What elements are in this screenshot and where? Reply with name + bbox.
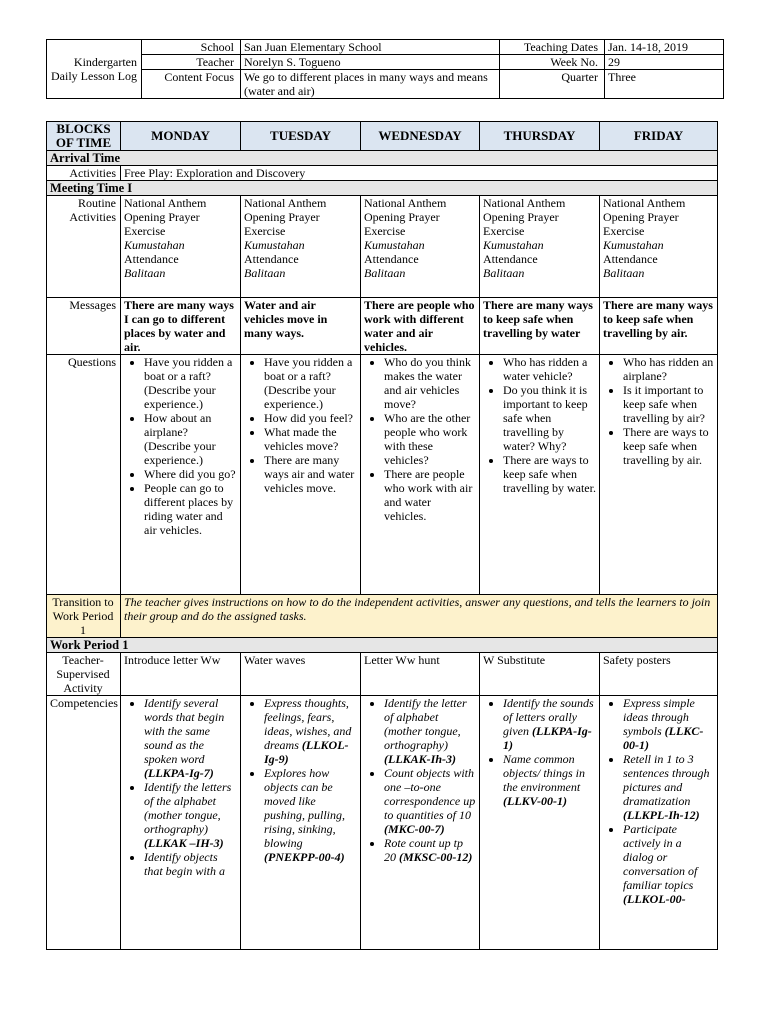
competencies-list xyxy=(124,696,237,878)
teacher-activity-monday: Introduce letter Ww xyxy=(121,653,241,696)
routine-item: Kumustahan xyxy=(483,238,544,252)
routine-item: Attendance xyxy=(483,252,538,266)
competency-item: • Identify the letter of alphabet (mother tongue, orthography) (LLKAK-Ih-3) xyxy=(384,696,476,766)
question-item: • There are many ways air and water vehicles move. xyxy=(264,453,357,495)
questions-list xyxy=(124,355,237,537)
question-item: • How about an airplane? (Describe your experience.) xyxy=(144,411,237,467)
routine-item: Balitaan xyxy=(124,266,166,280)
competency-item: • Count objects with one –to-one correspondence up to quantities of 10 (MKC-00-7) xyxy=(384,766,476,836)
question-item: • Who has ridden a water vehicle? xyxy=(503,355,596,383)
lesson-table xyxy=(46,121,718,950)
focus-label: Content Focus xyxy=(142,70,241,99)
activities-label: Activities xyxy=(47,166,121,181)
question-item: • What made the vehicles move? xyxy=(264,425,357,453)
routine-item: National Anthem xyxy=(244,196,327,210)
day-header-thursday: THURSDAY xyxy=(480,122,600,151)
teacher-activity-label: Teacher-Supervised Activity xyxy=(47,653,121,696)
routine-item: National Anthem xyxy=(603,196,686,210)
routine-cell-thursday xyxy=(480,196,600,298)
transition-text: The teacher gives instructions on how to do the independent activities, answer any questions, and tells the learners to join their group and do the assigned tasks. xyxy=(121,595,718,638)
teacher-activity-friday: Safety posters xyxy=(600,653,718,696)
competency-item: • Identify the letters of the alphabet (mother tongue, orthography) (LLKAK –IH-3) xyxy=(144,780,237,850)
message-thursday: There are many ways to keep safe when travelling by water xyxy=(480,298,600,355)
focus-value: We go to different places in many ways and means (water and air) xyxy=(241,70,500,99)
competency-item: • Rote count up tp 20 (MKSC-00-12) xyxy=(384,836,476,864)
activities-value: Free Play: Exploration and Discovery xyxy=(121,166,718,181)
routine-item: National Anthem xyxy=(483,196,566,210)
question-item: • Where did you go? xyxy=(144,467,237,481)
competencies-list xyxy=(603,696,714,906)
question-item: • Have you ridden a boat or a raft? (Describe your experience.) xyxy=(264,355,357,411)
competencies-cell-monday xyxy=(121,696,241,950)
routine-item: Balitaan xyxy=(603,266,645,280)
competency-item: • Name common objects/ things in the environment (LLKV-00-1) xyxy=(503,752,596,808)
teacher-activity-tuesday: Water waves xyxy=(241,653,361,696)
routine-item: Kumustahan xyxy=(364,238,425,252)
day-header-friday: FRIDAY xyxy=(600,122,718,151)
competency-item: • Express simple ideas through symbols (LLKC-00-1) xyxy=(623,696,714,752)
routine-item: National Anthem xyxy=(364,196,447,210)
section-arrival-time: Arrival Time xyxy=(47,151,718,166)
routine-item: Exercise xyxy=(483,224,525,238)
day-header-monday: MONDAY xyxy=(121,122,241,151)
routine-item: National Anthem xyxy=(124,196,207,210)
routine-item: Attendance xyxy=(603,252,658,266)
questions-cell-monday xyxy=(121,355,241,595)
question-item: • Do you think it is important to keep safe when travelling by water? Why? xyxy=(503,383,596,453)
competencies-list xyxy=(483,696,596,808)
teacher-value: Norelyn S. Togueno xyxy=(241,55,500,70)
routine-cell-friday xyxy=(600,196,718,298)
routine-item: Exercise xyxy=(124,224,166,238)
questions-list xyxy=(603,355,714,467)
routine-item: Exercise xyxy=(244,224,286,238)
competency-item: • Express thoughts, feelings, fears, ideas, wishes, and dreams (LLKOL-Ig-9) xyxy=(264,696,357,766)
log-title: Kindergarten Daily Lesson Log xyxy=(47,40,142,99)
teacher-activity-wednesday: Letter Ww hunt xyxy=(361,653,480,696)
competencies-list xyxy=(244,696,357,864)
competency-item: • Identify the sounds of letters orally given (LLKPA-Ig-1) xyxy=(503,696,596,752)
message-monday: There are many ways I can go to different places by water and air. xyxy=(121,298,241,355)
question-item: • There are ways to keep safe when travelling by water. xyxy=(503,453,596,495)
competency-item: • Explores how objects can be moved like pushing, pulling, rising, sinking, blowing (PNEKPP-00-4) xyxy=(264,766,357,864)
routine-item: Attendance xyxy=(124,252,179,266)
transition-label: Transition to Work Period 1 xyxy=(47,595,121,638)
day-header-tuesday: TUESDAY xyxy=(241,122,361,151)
message-wednesday: There are people who work with different water and air vehicles. xyxy=(361,298,480,355)
routine-item: Attendance xyxy=(364,252,419,266)
question-item: • There are people who work with air and water vehicles. xyxy=(384,467,476,523)
section-work-period: Work Period 1 xyxy=(47,638,718,653)
school-label: School xyxy=(142,40,241,55)
week-label: Week No. xyxy=(500,55,605,70)
question-item: • Who do you think makes the water and air vehicles move? xyxy=(384,355,476,411)
competency-item: • Identify several words that begin with the same sound as the spoken word (LLKPA-Ig-7) xyxy=(144,696,237,780)
quarter-label: Quarter xyxy=(500,70,605,99)
routine-item: Balitaan xyxy=(244,266,286,280)
questions-label: Questions xyxy=(47,355,121,595)
message-tuesday: Water and air vehicles move in many ways. xyxy=(241,298,361,355)
routine-item: Exercise xyxy=(603,224,645,238)
routine-item: Opening Prayer xyxy=(364,210,440,224)
question-item: • There are ways to keep safe when travelling by air. xyxy=(623,425,714,467)
routine-item: Kumustahan xyxy=(244,238,305,252)
routine-item: Kumustahan xyxy=(124,238,185,252)
routine-cell-monday xyxy=(121,196,241,298)
blocks-of-time-header: BLOCKS OF TIME xyxy=(47,122,121,151)
competencies-cell-tuesday xyxy=(241,696,361,950)
routine-item: Opening Prayer xyxy=(124,210,200,224)
question-item: • Who are the other people who work with these vehicles? xyxy=(384,411,476,467)
dates-label: Teaching Dates xyxy=(500,40,605,55)
question-item: • Have you ridden a boat or a raft? (Describe your experience.) xyxy=(144,355,237,411)
school-value: San Juan Elementary School xyxy=(241,40,500,55)
header-table xyxy=(46,39,724,99)
questions-cell-tuesday xyxy=(241,355,361,595)
routine-item: Exercise xyxy=(364,224,406,238)
section-meeting-time: Meeting Time I xyxy=(47,181,718,196)
competencies-label: Competencies xyxy=(47,696,121,950)
routine-cell-tuesday xyxy=(241,196,361,298)
competencies-list xyxy=(364,696,476,864)
competency-item: • Identify objects that begin with a xyxy=(144,850,237,878)
competency-item: • Participate actively in a dialog or conversation of familiar topics (LLKOL-00- xyxy=(623,822,714,906)
question-item: • Is it important to keep safe when travelling by air? xyxy=(623,383,714,425)
quarter-value: Three xyxy=(605,70,724,99)
questions-list xyxy=(244,355,357,495)
routine-item: Opening Prayer xyxy=(603,210,679,224)
routine-item: Attendance xyxy=(244,252,299,266)
question-item: • Who has ridden an airplane? xyxy=(623,355,714,383)
routine-item: Opening Prayer xyxy=(483,210,559,224)
routine-label: Routine Activities xyxy=(47,196,121,298)
message-friday: There are many ways to keep safe when travelling by air. xyxy=(600,298,718,355)
competency-item: • Retell in 1 to 3 sentences through pictures and dramatization (LLKPL-Ih-12) xyxy=(623,752,714,822)
questions-list xyxy=(364,355,476,523)
question-item: • How did you feel? xyxy=(264,411,357,425)
dates-value: Jan. 14-18, 2019 xyxy=(605,40,724,55)
routine-item: Kumustahan xyxy=(603,238,664,252)
question-item: • People can go to different places by riding water and air vehicles. xyxy=(144,481,237,537)
routine-item: Balitaan xyxy=(364,266,406,280)
messages-label: Messages xyxy=(47,298,121,355)
week-value: 29 xyxy=(605,55,724,70)
competencies-cell-friday xyxy=(600,696,718,950)
competencies-cell-wednesday xyxy=(361,696,480,950)
routine-cell-wednesday xyxy=(361,196,480,298)
questions-list xyxy=(483,355,596,495)
teacher-activity-thursday: W Substitute xyxy=(480,653,600,696)
competencies-cell-thursday xyxy=(480,696,600,950)
day-header-wednesday: WEDNESDAY xyxy=(361,122,480,151)
questions-cell-thursday xyxy=(480,355,600,595)
teacher-label: Teacher xyxy=(142,55,241,70)
routine-item: Balitaan xyxy=(483,266,525,280)
questions-cell-friday xyxy=(600,355,718,595)
questions-cell-wednesday xyxy=(361,355,480,595)
routine-item: Opening Prayer xyxy=(244,210,320,224)
